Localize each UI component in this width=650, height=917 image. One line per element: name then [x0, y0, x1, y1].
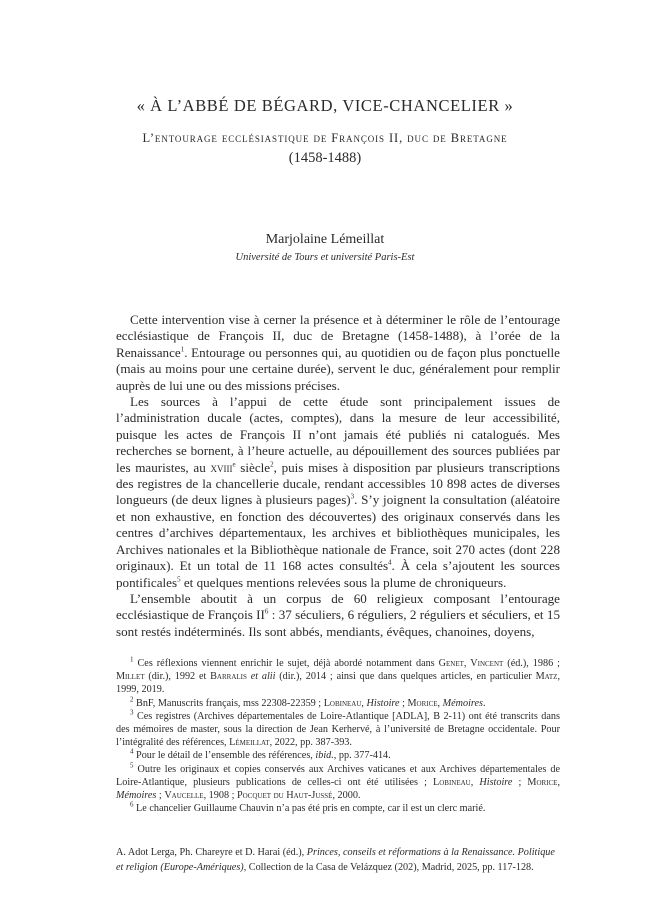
paragraph-1: Cette intervention vise à cerner la présence et à déterminer le rôle de l’entourage ecclésiastique de François II, duc de Bretagne (1458-1488), à l’orée de la Renaissance$^1$. Entourage ou personnes qui, au quotidien ou de façon plus ponctuelle (mais au moins pour une certaine durée), servent le duc, généralement pour remplir auprès de lui une ou des missions précises.	[116, 312, 560, 393]
footnote-ref-2[interactable]: 2	[270, 460, 274, 469]
body-text	[116, 312, 560, 640]
footnote-4: $^4$ Pour le détail de l’ensemble des références, ibid., pp. 377-414.	[130, 748, 391, 762]
article-subtitle-years: (1458-1488)	[288, 150, 362, 166]
footnote-3: $^3$ Ces registres (Archives départementales de Loire-Atlantique [ADLA], B 2-11) ont été transcrits dans des mémoires de master, sous la direction de Jean Kerhervé, à l’université de Bretagne occidentale. Pour l’intégralité des références, Lémeillat, 2022, pp. 387-393.	[116, 708, 560, 749]
article-subtitle: L’entourage ecclésiastique de François II, duc de Bretagne	[142, 131, 508, 145]
footnotes	[116, 657, 560, 815]
article-title: « À L’ABBÉ DE BÉGARD, VICE-CHANCELIER »	[136, 96, 514, 115]
paragraph-2: Les sources à l’appui de cette étude sont principalement issues de l’administration ducale (actes, comptes), dans la mesure de leur accessibilité, puisque les actes de François II n’ont jamais été publiés ni catalogués. Mes recherches se bornent, à l’heure actuelle, au dépouillement des sources publiées par les mauristes, au xviii$^e$ siècle$^2$, puis mises à disposition par plusieurs transcriptions des registres de la chancellerie ducale, rendant accessibles 10 898 actes de diverses longueurs (de deux lignes à plusieurs pages)$^3$. S’y joignent la consultation (aléatoire et non exhaustive, en fonction des découvertes) des originaux conservés dans les centres d’archives départementaux, les archives et bibliothèques municipales, les Archives nationales et la Bibliothèque nationale de France, soit 270 actes (dont 228 originaux). Et un total de 11 168 actes consultés$^4$. À cela s’ajoutent les sources pontificales$^5$ et quelques mentions relevées sous la plume de chroniqueurs.	[116, 394, 560, 590]
footnote-ref-6[interactable]: 6	[264, 607, 269, 616]
author-name: Marjolaine Lémeillat	[265, 232, 385, 247]
footnote-2: $^2$ BnF, Manuscrits français, mss 22308-22359 ; Lobineau, Histoire ; Morice, Mémoires.	[130, 695, 486, 709]
footnote-1: $^1$ Ces réflexions viennent enrichir le sujet, déjà abordé notamment dans Genet, Vincent (éd.), 1986 ; Millet (dir.), 1992 et Barralis et alii (dir.), 2014 ; ainsi que dans quelques articles, en particulier Matz, 1999, 2019.	[116, 655, 561, 696]
footnote-ref-5[interactable]: 5	[177, 575, 181, 584]
source-citation: A. Adot Lerga, Ph. Chareyre et D. Harai (éd.), Princes, conseils et réformations à la Renaissance. Politique et religion (Europe-Amériques), Collection de la Casa de Velázquez (202), Madrid, 2025, pp. 117-128.	[116, 847, 555, 873]
footnote-ref-3[interactable]: 3	[350, 493, 355, 502]
footnote-6: $^6$ Le chancelier Guillaume Chauvin n’a pas été pris en compte, car il est un clerc marié.	[130, 800, 486, 815]
author-affiliation: Université de Tours et université Paris-Est	[235, 252, 415, 263]
footnote-ref-4[interactable]: 4	[388, 558, 392, 567]
footnote-5: $^5$ Outre les originaux et copies conservés aux Archives vaticanes et aux Archives départementales de Loire-Atlantique, plusieurs publications de celles-ci ont été utilisées ; Lobineau, Histoire ; Morice, Mémoires ; Vaucelle, 1908 ; Pocquet du Haut-Jussé, 2000.	[116, 761, 560, 802]
paragraph-3: L’ensemble aboutit à un corpus de 60 religieux composant l’entourage ecclésiastique de François $II^6$ : 37 séculiers, 6 réguliers, 2 réguliers et séculiers, et 15 sont restés indéterminés. Ils sont abbés, mendiants, évêques, chanoines, doyens,	[116, 590, 561, 639]
footnote-ref-1[interactable]: 1	[180, 345, 185, 354]
